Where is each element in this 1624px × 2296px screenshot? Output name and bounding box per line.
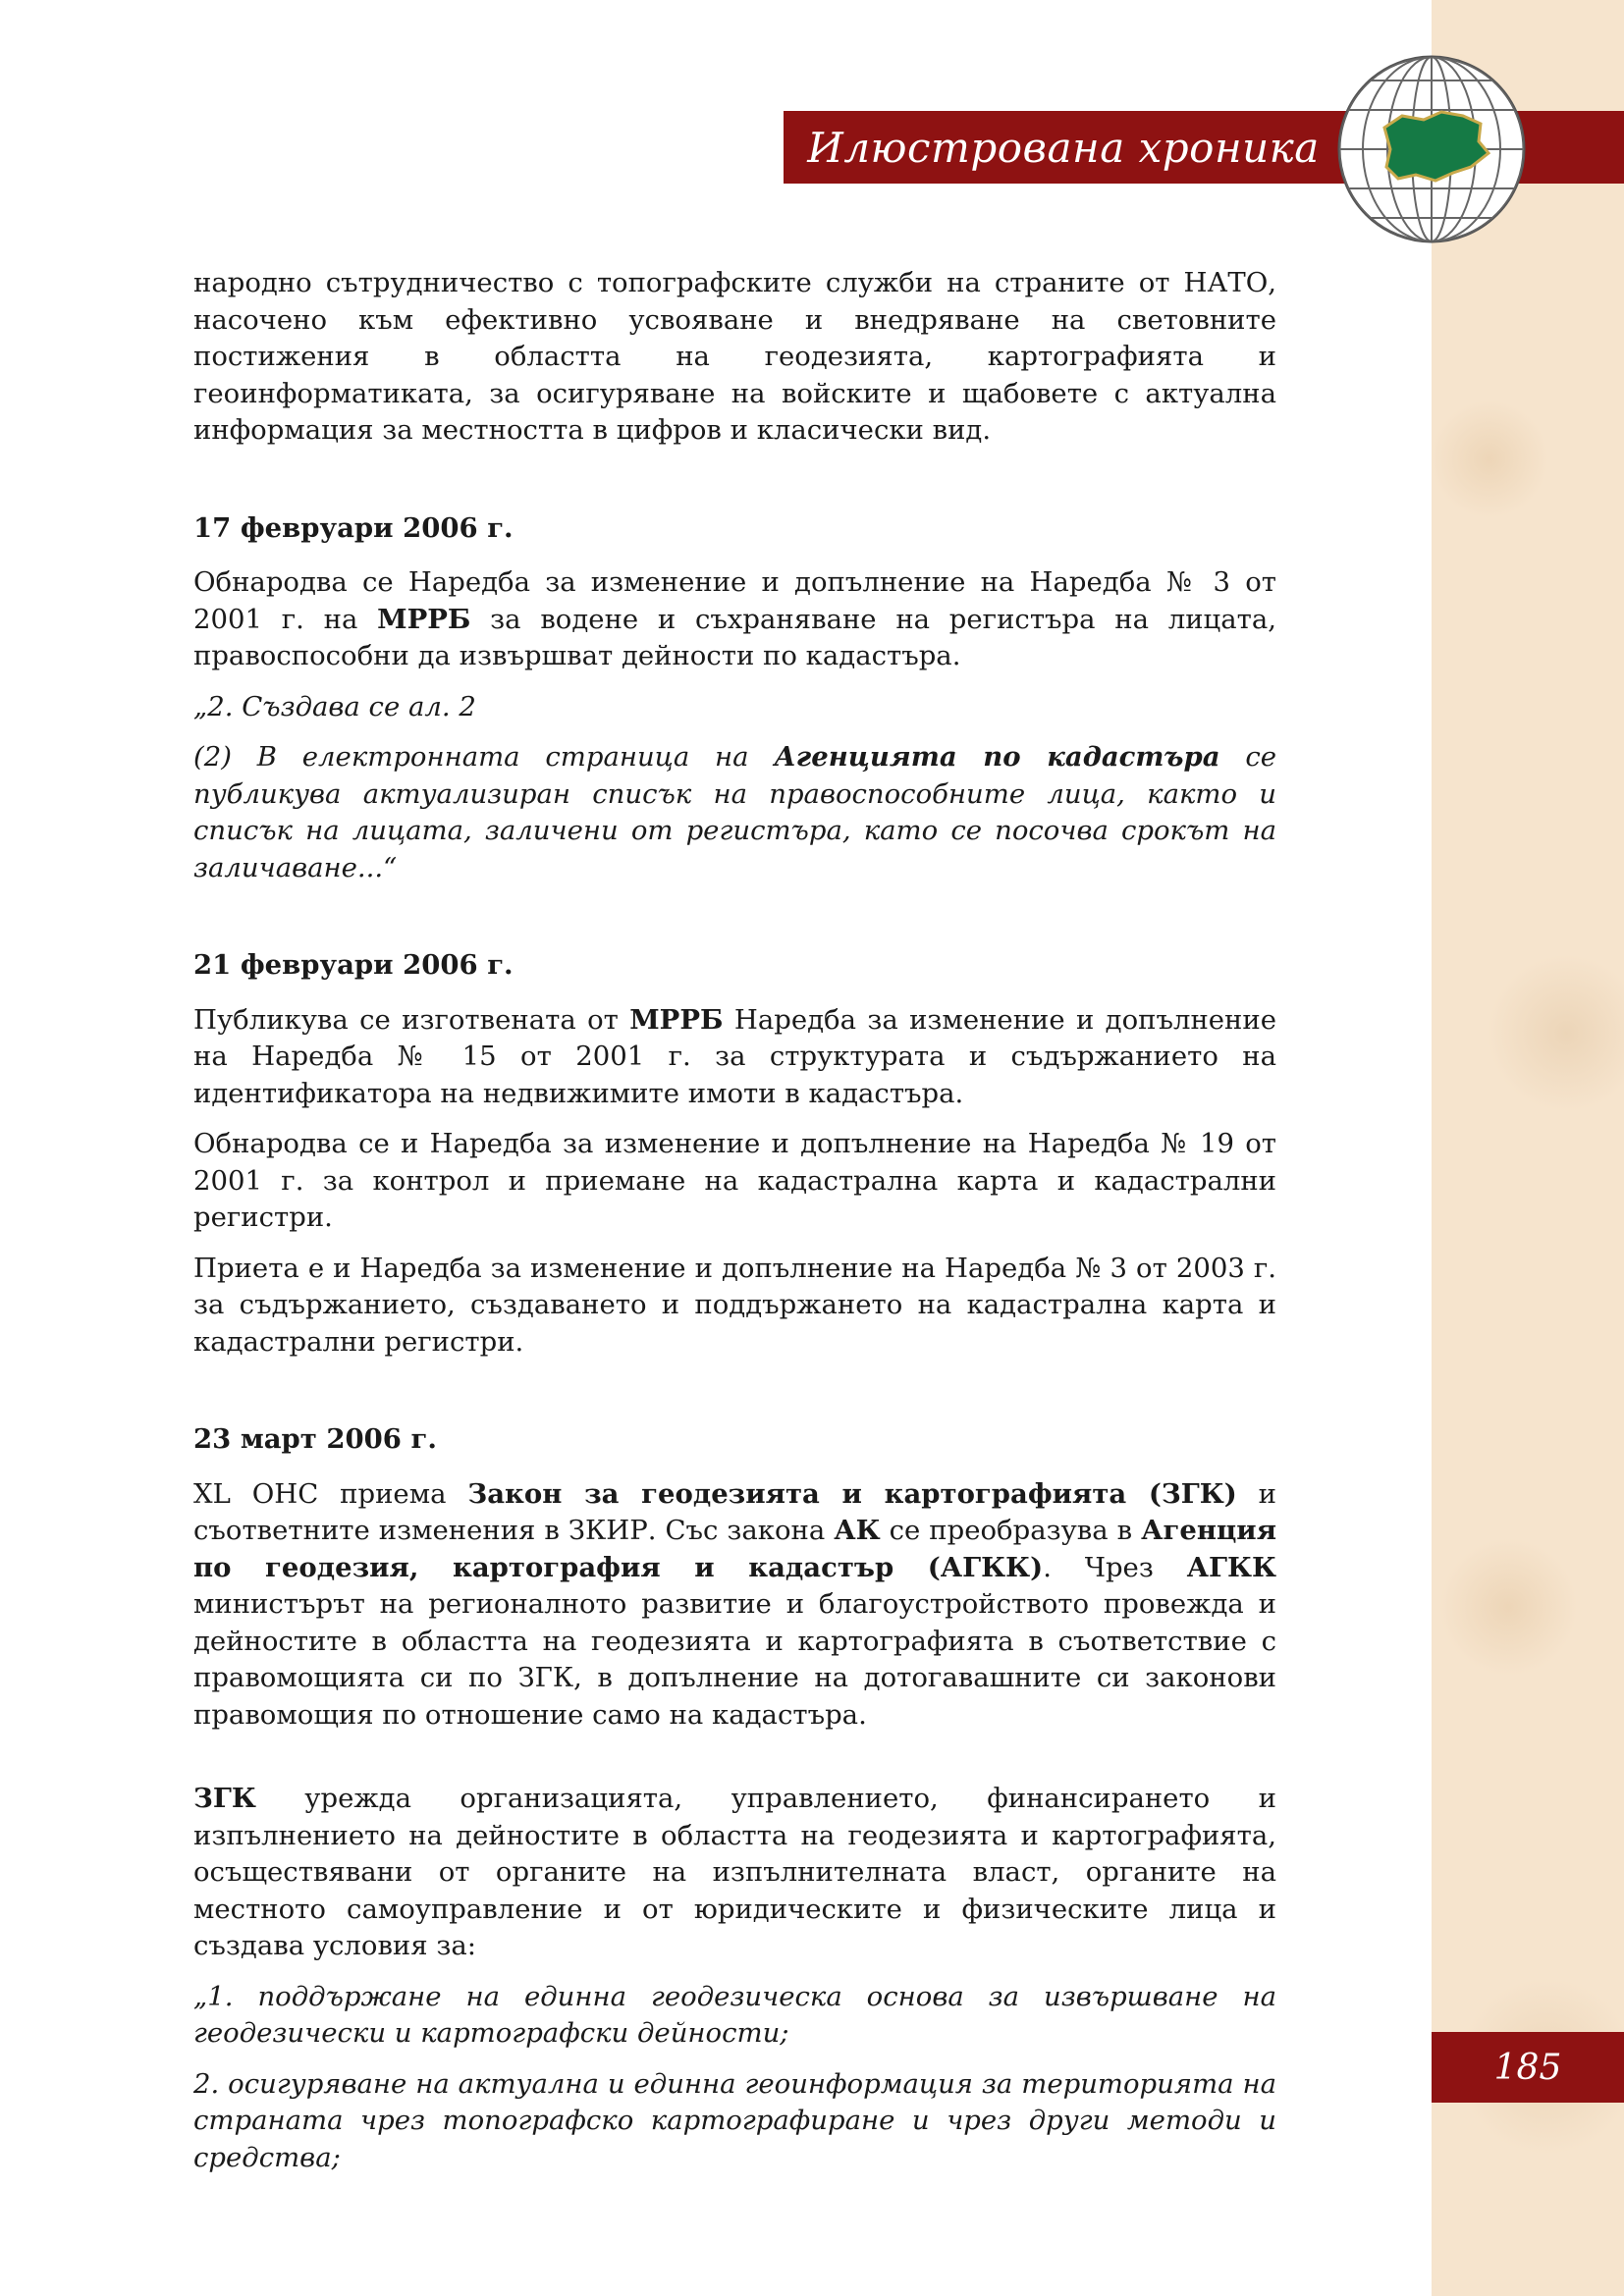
page-content [193, 265, 1276, 2190]
paragraph: Публикува се изготвената от МРРБ Наредба за изменение и допълнение на Наредба № 15 от 2001 г. за структурата и съдържанието на идентификатора на недвижимите имоти в кадастъра. [193, 1003, 1276, 1109]
intro-paragraph: народно сътрудничество с топографските служби на страните от НАТО, насочено към ефективно усвояване и внедряване на световните постижения в областта на геодезията, картографията и геоинформатиката, за осигуряване на войските и щабовете с актуална информация за местността в цифров и класически вид. [193, 267, 1276, 446]
decorative-side-strip [1432, 0, 1624, 2296]
date-heading: 23 март 2006 г. [193, 1423, 437, 1455]
paragraph: XL ОНС приема Закон за геодезията и картографията (ЗГК) и съответните изменения в ЗКИР. Със закона АК се преобразува в Агенция по геодезия, картография и кадастър (АГКК). Чрез АГКК министърът на регионалното развитие и благоустройството провежда и дейностите в областта на геодезията и картографията в съответствие с правомощията си по ЗГК, в допълнение на дотогавашните си законови правомощия по отношение само на кадастъра. [193, 1477, 1277, 1731]
paragraph: ЗГК урежда организацията, управлението, финансирането и изпълнението на дейностите в областта на геодезията и картографията, осъществявани от органите на изпълнителната власт, органите на местното самоуправление и от юридическите и физическите лица и създава условия за: [193, 1783, 1276, 1961]
quote: „1. поддържане на единна геодезическа основа за извършване на геодезически и картографски дейности; [193, 1980, 1276, 2049]
quote: „2. Създава се ал. 2 [193, 690, 476, 722]
running-header-title: Илюстрована хроника [807, 123, 1320, 172]
paragraph: Обнародва се Наредба за изменение и допълнение на Наредба № 3 от 2001 г. на МРРБ за водене и съхраняване на регистъра на лицата, правоспособни да извършват дейности по кадастъра. [193, 566, 1276, 671]
quote: 2. осигуряване на актуална и единна геоинформация за територията на страната чрез топографско картографиране и чрез други методи и средства; [193, 2067, 1276, 2173]
date-heading: 21 февруари 2006 г. [193, 949, 514, 981]
globe-logo-icon [1333, 51, 1530, 247]
page-number: 185 [1432, 2032, 1624, 2103]
paragraph: Приета е и Наредба за изменение и допълнение на Наредба № 3 от 2003 г. за съдържанието, създаването и поддържането на кадастрална карта и кадастрални регистри. [193, 1252, 1276, 1358]
date-heading: 17 февруари 2006 г. [193, 511, 514, 544]
paragraph: Обнародва се и Наредба за изменение и допълнение на Наредба № 19 от 2001 г. за контрол и приемане на кадастрална карта и кадастрални регистри. [193, 1128, 1276, 1233]
quote: (2) В електронната страница на Агенцията по кадастъра се публикува актуализиран списък на правоспособните лица, както и списък на лицата, заличени от регистъра, като се посочва срокът на заличаване...“ [193, 741, 1277, 883]
